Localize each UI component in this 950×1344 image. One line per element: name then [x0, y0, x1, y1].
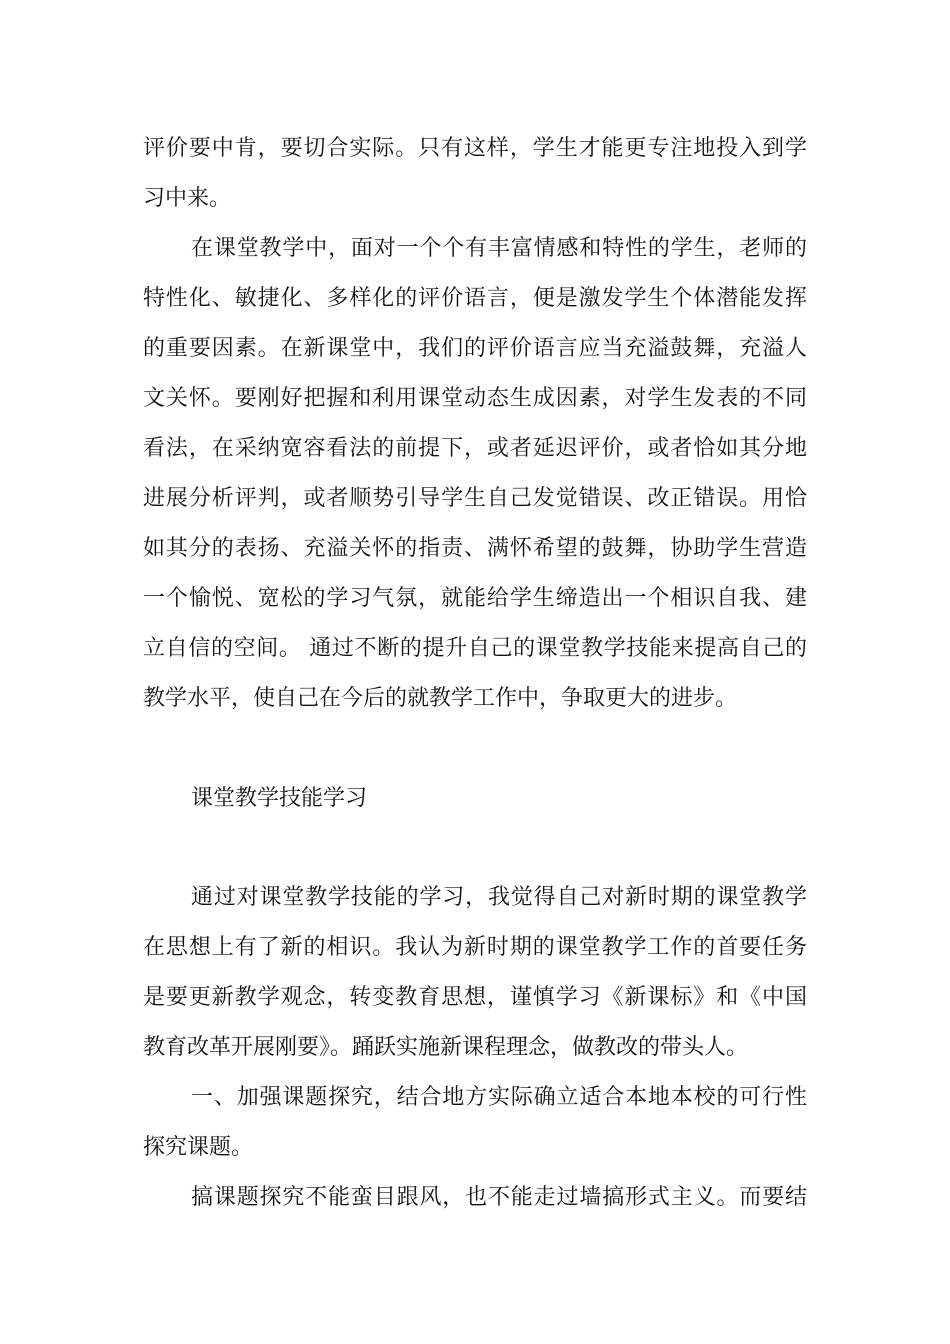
paragraph-line: 一个愉悦、宽松的学习气氛，就能给学生缔造出一个相识自我、建: [143, 586, 807, 611]
paragraph-line: 搞课题探究不能蛮目跟风，也不能走过墙搞形式主义。而要结: [191, 1185, 807, 1210]
paragraph-line: 通过对课堂教学技能的学习，我觉得自己对新时期的课堂教学: [191, 885, 807, 910]
paragraph-line: 评价要中肯，要切合实际。只有这样，学生才能更专注地投入到学: [143, 136, 807, 161]
paragraph-line: 看法，在采纳宽容看法的前提下，或者延迟评价，或者恰如其分地: [143, 436, 807, 461]
paragraph-line: 如其分的表扬、充溢关怀的指责、满怀希望的鼓舞，协助学生营造: [143, 536, 807, 561]
paragraph-line: 探究课题。: [143, 1135, 254, 1160]
paragraph-line: 进展分析评判，或者顺势引导学生自己发觉错误、改正错误。用恰: [143, 486, 807, 511]
paragraph-line: 特性化、敏捷化、多样化的评价语言，便是激发学生个体潜能发挥: [143, 286, 807, 311]
paragraph-line: 立自信的空间。 通过不断的提升自己的课堂教学技能来提高自己的: [143, 636, 807, 661]
paragraph-line: 是要更新教学观念，转变教育思想，谨慎学习《新课标》和《中国: [143, 985, 807, 1010]
paragraph-line: 文关怀。要刚好把握和利用课堂动态生成因素，对学生发表的不同: [143, 386, 807, 411]
paragraph-line: 一、加强课题探究，结合地方实际确立适合本地本校的可行性: [191, 1085, 807, 1110]
paragraph-line: 教学水平，使自己在今后的就教学工作中，争取更大的进步。: [143, 686, 738, 711]
section-title: 课堂教学技能学习: [191, 786, 368, 811]
paragraph-line: 习中来。: [143, 186, 232, 211]
paragraph-line: 在课堂教学中，面对一个个有丰富情感和特性的学生，老师的: [191, 236, 807, 261]
paragraph-line: 在思想上有了新的相识。我认为新时期的课堂教学工作的首要任务: [143, 935, 807, 960]
paragraph-line: 的重要因素。在新课堂中，我们的评价语言应当充溢鼓舞，充溢人: [143, 336, 807, 361]
paragraph-line: 教育改革开展刚要》。踊跃实施新课程理念，做教改的带头人。: [143, 1035, 749, 1060]
